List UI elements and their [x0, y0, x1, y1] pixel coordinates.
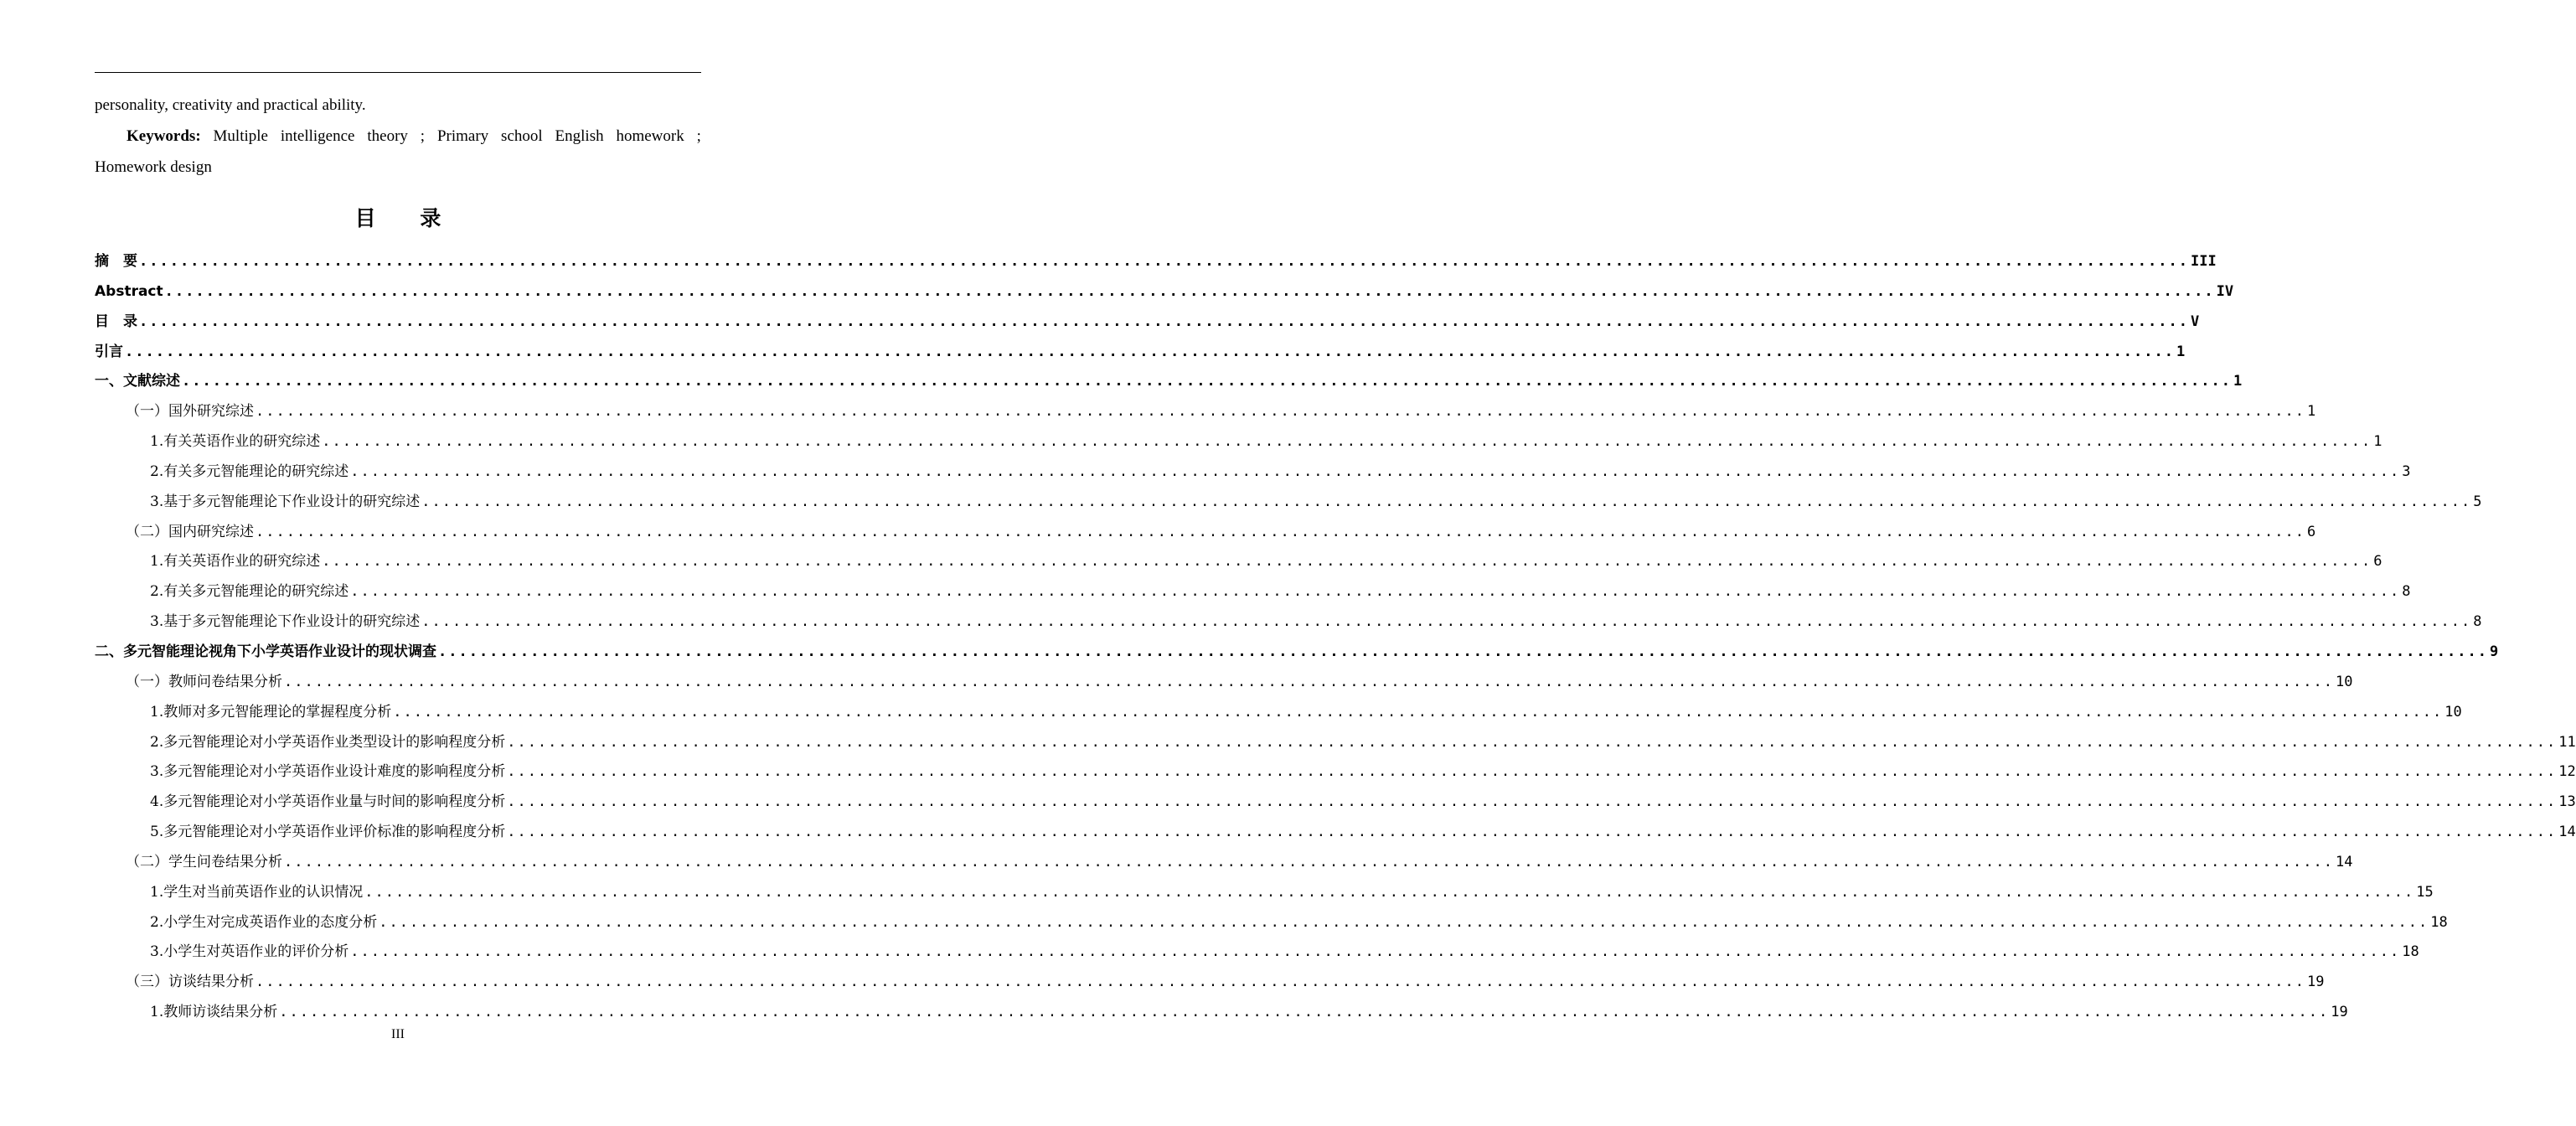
toc-entry-page: 8: [2402, 583, 2411, 601]
toc-entry-title: 2.小学生对完成英语作业的态度分析: [150, 913, 378, 931]
toc-dot-leader: ........................................................................................................................................................................................................: [421, 493, 2472, 510]
toc-entry-title: 1.有关英语作业的研究综述: [150, 553, 321, 571]
toc-entry-page: 19: [2306, 974, 2325, 991]
toc-dot-leader: ........................................................................................................................................................................................................: [507, 733, 2558, 751]
toc-dot-leader: ........................................................................................................................................................................................................: [421, 613, 2472, 631]
toc-dot-leader: ........................................................................................................................................................................................................: [350, 943, 2401, 961]
toc-entry-title: （一）国外研究综述: [126, 403, 254, 421]
toc-entry[interactable]: [95, 580, 2411, 610]
toc-entry[interactable]: [95, 700, 2462, 731]
toc-entry[interactable]: [95, 460, 2411, 490]
keywords-label: Keywords:: [126, 127, 201, 145]
toc-dot-leader: ........................................................................................................................................................................................................: [322, 433, 2372, 451]
toc-entry[interactable]: [95, 610, 2482, 640]
toc-entry-title: 引言: [95, 343, 123, 360]
toc-entry-title: 2.多元智能理论对小学英语作业类型设计的影响程度分析: [150, 733, 506, 751]
toc-entry[interactable]: [95, 250, 2217, 280]
toc-dot-leader: ........................................................................................................................................................................................................: [350, 583, 2401, 601]
toc-dot-leader: ........................................................................................................................................................................................................: [393, 703, 2444, 721]
toc-entry-title: 3.小学生对英语作业的评价分析: [150, 943, 349, 961]
toc-dot-leader: ........................................................................................................................................................................................................: [125, 343, 2175, 360]
keyword-word: Primary: [436, 127, 489, 145]
toc-dot-leader: ........................................................................................................................................................................................................: [507, 824, 2558, 841]
toc-entry[interactable]: [95, 820, 2576, 850]
toc-entry-page: 18: [2402, 943, 2419, 961]
toc-entry-page: III: [2190, 253, 2217, 270]
toc-entry-page: 5: [2473, 493, 2482, 510]
toc-entry-page: 13: [2558, 793, 2576, 811]
toc-entry-title: 3.多元智能理论对小学英语作业设计难度的影响程度分析: [150, 763, 506, 781]
toc-entry-page: 10: [2335, 673, 2353, 690]
toc-entry-page: V: [2190, 312, 2200, 330]
keyword-word: theory: [367, 127, 408, 145]
keyword-word: school: [501, 127, 543, 145]
toc-entry[interactable]: [95, 640, 2499, 670]
toc-dot-leader: ........................................................................................................................................................................................................: [139, 253, 2189, 270]
toc-entry[interactable]: [95, 850, 2353, 881]
page-number-footer: III: [391, 1027, 405, 1041]
keyword-separator: ;: [420, 127, 426, 145]
keyword-word: homework: [616, 127, 684, 145]
toc-entry-page: 15: [2416, 883, 2434, 901]
toc-dot-leader: ........................................................................................................................................................................................................: [438, 643, 2488, 660]
toc-entry[interactable]: [95, 430, 2382, 460]
toc-dot-leader: ........................................................................................................................................................................................................: [256, 523, 2305, 540]
toc-dot-leader: ........................................................................................................................................................................................................: [256, 974, 2305, 991]
keywords-continuation: Homework design: [95, 158, 212, 176]
header-rule: [95, 72, 701, 73]
keyword-word: Multiple: [213, 127, 268, 145]
toc-entry[interactable]: [95, 970, 2325, 1000]
toc-entry[interactable]: [95, 400, 2316, 430]
toc-entry-title: 2.有关多元智能理论的研究综述: [150, 462, 349, 480]
toc-dot-leader: ........................................................................................................................................................................................................: [256, 403, 2305, 421]
toc-entry[interactable]: [95, 760, 2576, 790]
toc-entry-page: 6: [2373, 553, 2382, 571]
toc-entry-title: 4.多元智能理论对小学英语作业量与时间的影响程度分析: [150, 793, 506, 811]
toc-entry-page: IV: [2216, 282, 2234, 300]
toc-entry-title: Abstract: [95, 282, 163, 300]
toc-entry-page: 10: [2444, 703, 2462, 721]
toc-entry-title: 3.基于多元智能理论下作业设计的研究综述: [150, 613, 421, 631]
toc-entry[interactable]: [95, 940, 2419, 970]
toc-entry-page: 1: [2176, 343, 2186, 360]
toc-entry-title: 目 录: [95, 312, 137, 330]
abstract-last-line: personality, creativity and practical ability.: [95, 96, 366, 114]
toc-entry[interactable]: [95, 369, 2243, 400]
toc-entry-page: 8: [2473, 613, 2482, 631]
keywords-line: [95, 127, 701, 146]
toc-entry-title: （三）访谈结果分析: [126, 974, 254, 991]
toc-entry[interactable]: [95, 731, 2576, 761]
keyword-word: English: [555, 127, 604, 145]
toc-dot-leader: ........................................................................................................................................................................................................: [507, 763, 2558, 781]
keyword-word: intelligence: [280, 127, 355, 145]
toc-entry[interactable]: [95, 1000, 2348, 1030]
toc-entry-title: （二）国内研究综述: [126, 523, 254, 540]
keyword-separator: ;: [696, 127, 701, 145]
toc-entry-page: 14: [2335, 853, 2353, 870]
toc-dot-leader: ........................................................................................................................................................................................................: [350, 462, 2401, 480]
toc-entry[interactable]: [95, 790, 2576, 820]
toc-entry[interactable]: [95, 280, 2234, 310]
table-of-contents: [95, 250, 2576, 1030]
toc-entry[interactable]: [95, 310, 2200, 340]
toc-entry[interactable]: [95, 881, 2434, 911]
toc-entry-title: （一）教师问卷结果分析: [126, 673, 282, 690]
toc-entry-page: 3: [2402, 462, 2411, 480]
toc-entry-title: 1.有关英语作业的研究综述: [150, 433, 321, 451]
toc-entry-page: 1: [2233, 373, 2243, 390]
toc-entry-page: 1: [2306, 403, 2316, 421]
toc-entry[interactable]: [95, 911, 2448, 941]
toc-entry-page: 12: [2558, 763, 2576, 781]
toc-dot-leader: ........................................................................................................................................................................................................: [379, 913, 2429, 931]
toc-entry-title: 1.学生对当前英语作业的认识情况: [150, 883, 364, 901]
toc-entry-page: 19: [2331, 1004, 2348, 1021]
toc-entry[interactable]: [95, 520, 2316, 550]
toc-dot-leader: ........................................................................................................................................................................................................: [364, 883, 2415, 901]
toc-entry-page: 14: [2558, 824, 2576, 841]
toc-entry[interactable]: [95, 490, 2482, 520]
toc-dot-leader: ........................................................................................................................................................................................................: [284, 673, 2334, 690]
toc-entry-title: 二、多元智能理论视角下小学英语作业设计的现状调查: [95, 643, 436, 660]
toc-dot-leader: ........................................................................................................................................................................................................: [139, 312, 2189, 330]
toc-dot-leader: ........................................................................................................................................................................................................: [284, 853, 2334, 870]
toc-entry-title: 摘 要: [95, 253, 137, 270]
toc-entry-title: 3.基于多元智能理论下作业设计的研究综述: [150, 493, 421, 510]
toc-entry[interactable]: [95, 550, 2382, 580]
toc-title: 目 录: [354, 206, 460, 230]
toc-dot-leader: ........................................................................................................................................................................................................: [507, 793, 2558, 811]
toc-dot-leader: ........................................................................................................................................................................................................: [164, 282, 2215, 300]
toc-entry-title: 1.教师访谈结果分析: [150, 1004, 278, 1021]
toc-entry-page: 11: [2558, 733, 2576, 751]
toc-entry-page: 18: [2430, 913, 2448, 931]
toc-entry-title: 5.多元智能理论对小学英语作业评价标准的影响程度分析: [150, 824, 506, 841]
toc-entry-title: 2.有关多元智能理论的研究综述: [150, 583, 349, 601]
toc-entry[interactable]: [95, 340, 2186, 370]
toc-entry-title: 1.教师对多元智能理论的掌握程度分析: [150, 703, 392, 721]
toc-entry-title: （二）学生问卷结果分析: [126, 853, 282, 870]
toc-entry[interactable]: [95, 670, 2353, 700]
toc-entry-page: 6: [2306, 523, 2316, 540]
toc-entry-page: 9: [2489, 643, 2499, 660]
toc-dot-leader: ........................................................................................................................................................................................................: [182, 373, 2232, 390]
toc-dot-leader: ........................................................................................................................................................................................................: [279, 1004, 2330, 1021]
toc-entry-page: 1: [2373, 433, 2382, 451]
toc-dot-leader: ........................................................................................................................................................................................................: [322, 553, 2372, 571]
toc-entry-title: 一、文献综述: [95, 373, 180, 390]
